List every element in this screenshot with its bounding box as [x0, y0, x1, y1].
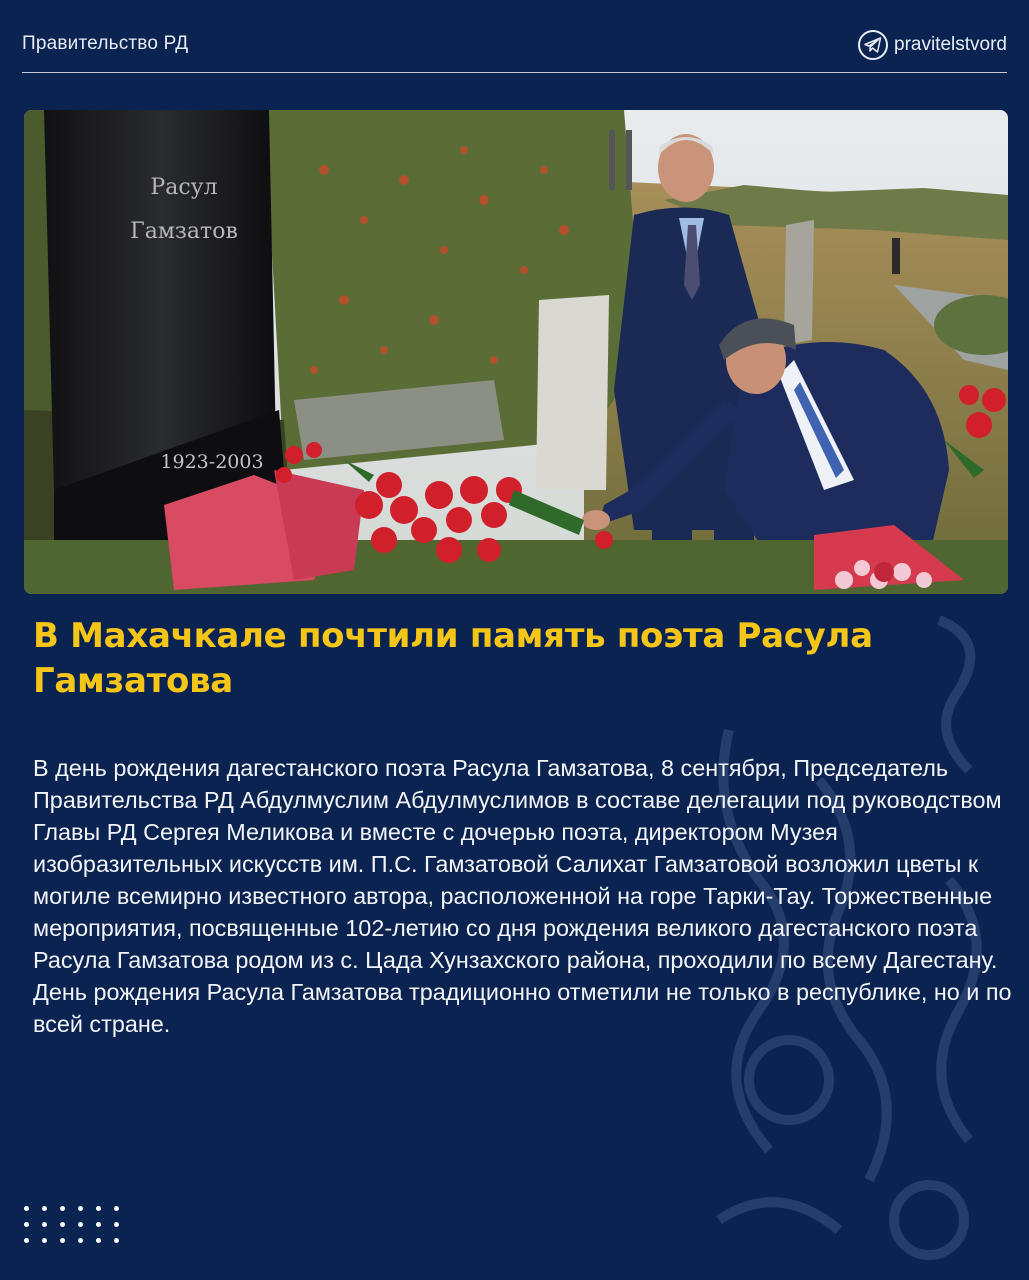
- article-headline: В Махачкале почтили память поэта Расула Гамзатова: [33, 616, 873, 701]
- dot: [60, 1238, 65, 1243]
- decorative-dot-grid: [24, 1206, 132, 1254]
- monument-inscription-line1: Расул: [150, 175, 218, 200]
- dot: [96, 1222, 101, 1227]
- dot: [78, 1206, 83, 1211]
- dot: [60, 1222, 65, 1227]
- article-body: В день рождения дагестанского поэта Расула Гамзатова, 8 сентября, Председатель Правительства РД Абдулмуслим Абдулмуслимов в составе делегации под руководством Главы РД Сергея Меликова и вместе с дочерью поэта, директором Музея изобразительных искусств им. П.С. Гамзатовой Салихат Гамзатовой возложил цветы к могиле всемирно известного автора, расположенной на горе Тарки-Тау. Торжественные мероприятия, посвященные 102-летию со дня рождения великого дагестанского поэта Расула Гамзатова родом из с. Цада Хунзахского района, проходили по всему Дагестану. День рождения Расула Гамзатова традиционно отметили не только в республике, но и по всей стране.: [33, 755, 1012, 1037]
- header: [22, 28, 1007, 73]
- dot: [114, 1206, 119, 1211]
- dot: [114, 1222, 119, 1227]
- dot: [60, 1206, 65, 1211]
- dot: [96, 1206, 101, 1211]
- dot: [42, 1206, 47, 1211]
- channel-link[interactable]: [858, 30, 1007, 60]
- dot: [24, 1222, 29, 1227]
- dot: [114, 1238, 119, 1243]
- channel-handle: pravitelstvord: [894, 34, 1007, 55]
- memorial-photo: [24, 110, 1008, 594]
- telegram-icon: [858, 30, 888, 60]
- monument-dates: 1923-2003: [160, 451, 264, 473]
- dot: [42, 1238, 47, 1243]
- dot: [78, 1238, 83, 1243]
- dot: [96, 1238, 101, 1243]
- dot: [42, 1222, 47, 1227]
- dot: [24, 1206, 29, 1211]
- org-name: Правительство РД: [22, 33, 189, 54]
- dot: [24, 1238, 29, 1243]
- monument-inscription-line2: Гамзатов: [130, 219, 238, 244]
- dot: [78, 1222, 83, 1227]
